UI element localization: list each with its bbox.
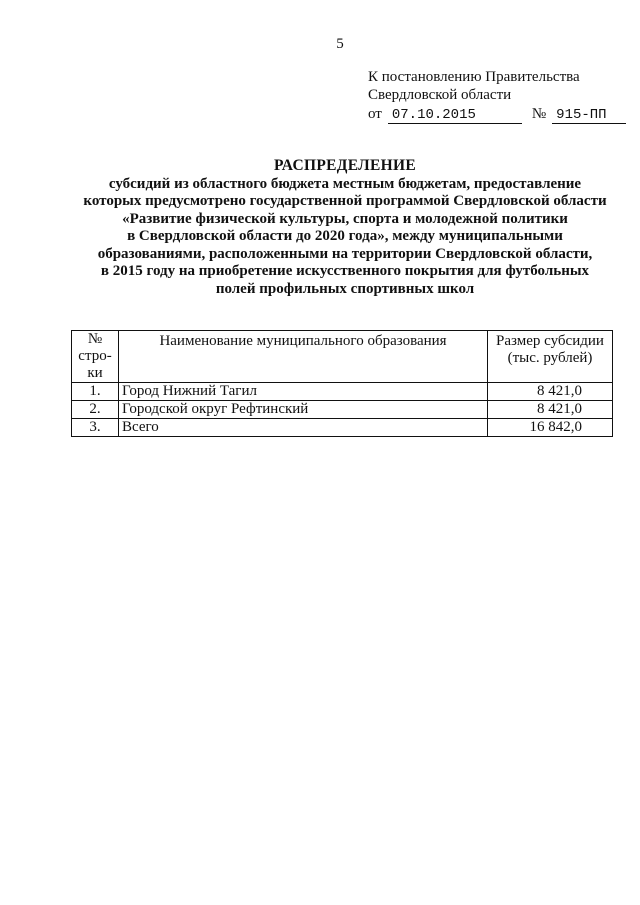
page-number: 5: [336, 36, 344, 52]
title-line: в 2015 году на приобретение искусственного покрытия для футбольных: [100, 263, 590, 279]
total-amount: 16 842,0: [488, 419, 613, 437]
resolution-number: 915-ПП: [552, 108, 626, 124]
title-heading: РАСПРЕДЕЛЕНИЕ: [274, 157, 416, 174]
row-number: 2.: [72, 401, 119, 419]
resolution-reference: [368, 105, 626, 124]
from-label: от: [368, 106, 382, 122]
title-line: полей профильных спортивных школ: [215, 280, 475, 297]
header-row-number: № стро- ки: [72, 331, 119, 383]
header-municipality-name: Наименование муниципального образования: [119, 331, 488, 383]
document-title: [50, 157, 640, 298]
number-label: №: [531, 106, 547, 122]
subsidy-amount: 8 421,0: [488, 383, 613, 401]
attachment-line-1: К постановлению Правительства: [368, 69, 580, 85]
table-row: [72, 401, 613, 419]
subsidy-table: [71, 330, 613, 437]
municipality-name: Городской округ Рефтинский: [119, 401, 488, 419]
table-row: [72, 383, 613, 401]
subsidy-amount: 8 421,0: [488, 401, 613, 419]
title-line: «Развитие физической культуры, спорта и молодежной политики: [122, 210, 568, 227]
table-header-row: [72, 331, 613, 383]
title-line: которых предусмотрено государственной программой Свердловской области: [83, 193, 607, 209]
title-line: образованиями, расположенными на территории Свердловской области,: [97, 245, 593, 262]
row-number: 3.: [72, 419, 119, 437]
attachment-block: [368, 68, 626, 124]
table-row-total: [72, 419, 613, 437]
title-line: субсидий из областного бюджета местным бюджетам, предоставление: [108, 175, 582, 192]
total-label: Всего: [119, 419, 488, 437]
header-subsidy-amount: Размер субсидии (тыс. рублей): [488, 331, 613, 383]
title-line: в Свердловской области до 2020 года», между муниципальными: [127, 228, 563, 244]
municipality-name: Город Нижний Тагил: [119, 383, 488, 401]
row-number: 1.: [72, 383, 119, 401]
resolution-date: 07.10.2015: [388, 108, 522, 124]
attachment-line-2: Свердловской области: [368, 87, 512, 103]
